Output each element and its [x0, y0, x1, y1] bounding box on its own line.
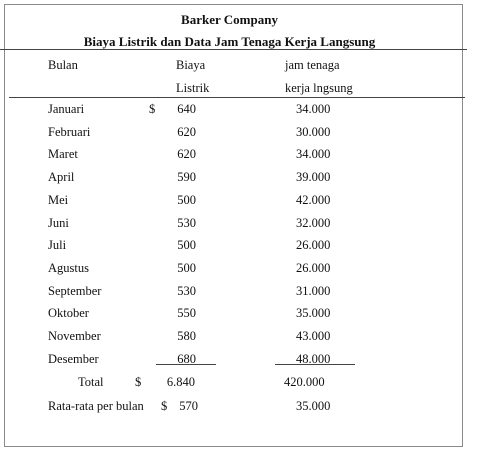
row-month: Juli [48, 238, 67, 252]
row-hours: 34.000 [296, 147, 331, 161]
row-month: Februari [48, 125, 91, 139]
row-cost: 530 [177, 284, 196, 298]
total-cost: 6.840 [166, 375, 195, 389]
row-month: Juni [48, 216, 69, 230]
row-hours: 26.000 [296, 238, 331, 252]
row-month: November [48, 329, 101, 343]
total-label: Total [78, 375, 104, 389]
row-hours: 26.000 [296, 261, 331, 275]
row-hours: 31.000 [296, 284, 331, 298]
total-hours: 420.000 [284, 375, 325, 389]
row-month: Januari [48, 102, 85, 116]
row-hours: 42.000 [296, 193, 331, 207]
row-month: Maret [48, 147, 78, 161]
cost-sum-rule [156, 364, 216, 365]
row-hours: 39.000 [296, 170, 331, 184]
total-currency: $ [135, 375, 142, 389]
row-cost: 580 [177, 329, 196, 343]
row-hours: 43.000 [296, 329, 331, 343]
row-cost: 590 [177, 170, 196, 184]
average-currency: $ [161, 399, 168, 413]
hours-sum-rule [275, 364, 355, 365]
row-hours: 35.000 [296, 306, 331, 320]
row-hours: 30.000 [296, 125, 331, 139]
average-label: Rata-rata per bulan [48, 399, 144, 413]
row-month: September [48, 284, 102, 298]
header-hours-line2: kerja lngsung [285, 81, 353, 95]
row-month: Desember [48, 352, 99, 366]
header-rule [9, 97, 465, 98]
row-cost: 500 [177, 193, 196, 207]
header-hours-line1: jam tenaga [285, 58, 340, 72]
company-name: Barker Company [181, 12, 278, 27]
row-month: Agustus [48, 261, 89, 275]
row-month: Mei [48, 193, 69, 207]
row-currency: $ [149, 102, 156, 116]
header-cost-line2: Listrik [176, 81, 210, 95]
row-cost: 620 [177, 125, 196, 139]
row-hours: 32.000 [296, 216, 331, 230]
row-cost: 500 [177, 238, 196, 252]
table-title: Biaya Listrik dan Data Jam Tenaga Kerja Langsung [83, 34, 376, 49]
row-hours: 34.000 [296, 102, 331, 116]
row-month: Oktober [48, 306, 89, 320]
header-cost-line1: Biaya [176, 58, 206, 72]
top-rule [0, 49, 467, 50]
row-hours: 48.000 [296, 352, 331, 366]
header-month: Bulan [48, 58, 78, 72]
row-cost: 500 [177, 261, 196, 275]
row-cost: 680 [177, 352, 196, 366]
row-cost: 620 [177, 147, 196, 161]
average-hours: 35.000 [296, 399, 331, 413]
row-cost: 550 [177, 306, 196, 320]
average-cost: 570 [179, 399, 198, 413]
row-month: April [48, 170, 75, 184]
row-cost: 640 [177, 102, 196, 116]
row-cost: 530 [177, 216, 196, 230]
